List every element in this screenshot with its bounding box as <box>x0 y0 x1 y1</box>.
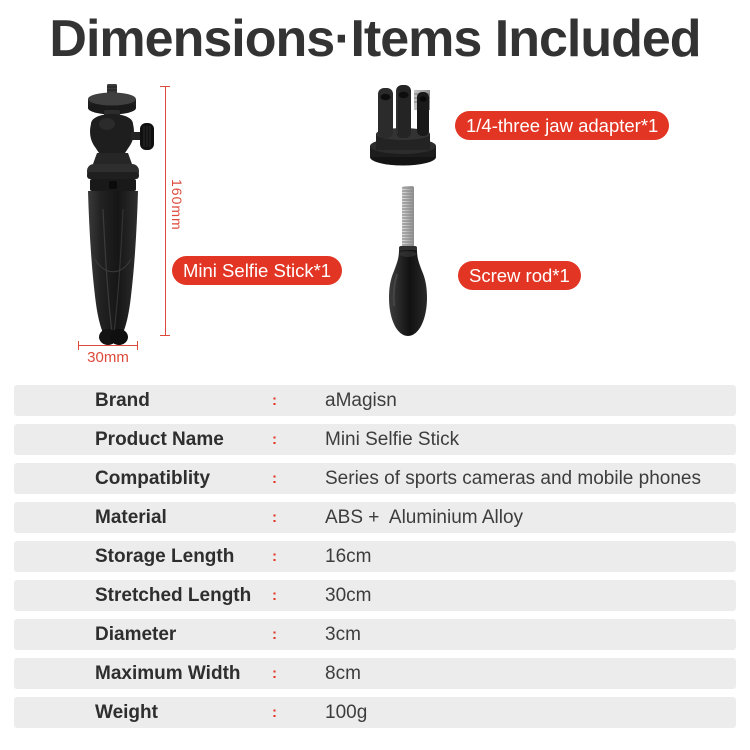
spec-colon: : <box>272 587 277 604</box>
spec-value: 100g <box>325 701 368 723</box>
width-dimension-label: 30mm <box>87 349 129 366</box>
spec-label: Maximum Width <box>95 662 241 684</box>
spec-colon: : <box>272 392 277 409</box>
badge-screw-rod: Screw rod*1 <box>458 261 581 290</box>
spec-table-row <box>14 502 736 533</box>
spec-value: ABS + Aluminium Alloy <box>325 506 524 528</box>
mini-selfie-stick-image <box>62 84 166 350</box>
spec-label: Compatiblity <box>95 467 211 489</box>
spec-label: Storage Length <box>95 545 235 567</box>
spec-table-row <box>14 463 736 494</box>
spec-table-row <box>14 541 736 572</box>
spec-colon: : <box>272 509 277 526</box>
spec-colon: : <box>272 431 277 448</box>
spec-label: Material <box>95 506 167 528</box>
spec-table-row <box>14 619 736 650</box>
spec-value: 8cm <box>325 662 361 684</box>
height-dimension-line <box>165 86 166 336</box>
height-dimension-tick-top <box>160 86 170 87</box>
three-jaw-adapter-image <box>362 82 444 168</box>
spec-table-row <box>14 658 736 689</box>
spec-colon: : <box>272 704 277 721</box>
height-dimension-tick-bottom <box>160 335 170 336</box>
spec-colon: : <box>272 548 277 565</box>
spec-value: Series of sports cameras and mobile phones <box>325 467 701 489</box>
spec-value: 30cm <box>325 584 372 606</box>
spec-table-row <box>14 424 736 455</box>
spec-label: Stretched Length <box>95 584 252 606</box>
width-dimension-line <box>78 345 138 346</box>
page-title: Dimensions·Items Included <box>49 10 701 68</box>
badge-mini-selfie-stick: Mini Selfie Stick*1 <box>172 256 342 285</box>
height-dimension-label: 160mm <box>169 179 185 231</box>
spec-colon: : <box>272 665 277 682</box>
spec-value: Mini Selfie Stick <box>325 428 460 450</box>
spec-label: Weight <box>95 701 158 723</box>
badge-three-jaw-adapter: 1/4-three jaw adapter*1 <box>455 111 669 140</box>
spec-table-row <box>14 385 736 416</box>
spec-label: Diameter <box>95 623 177 645</box>
spec-table <box>14 385 736 736</box>
spec-value: aMagisn <box>325 389 397 411</box>
spec-label: Product Name <box>95 428 224 450</box>
spec-table-row <box>14 697 736 728</box>
spec-value: 16cm <box>325 545 372 567</box>
spec-colon: : <box>272 470 277 487</box>
spec-value: 3cm <box>325 623 361 645</box>
screw-rod-image <box>387 184 429 340</box>
spec-table-row <box>14 580 736 611</box>
spec-colon: : <box>272 626 277 643</box>
spec-label: Brand <box>95 389 150 411</box>
